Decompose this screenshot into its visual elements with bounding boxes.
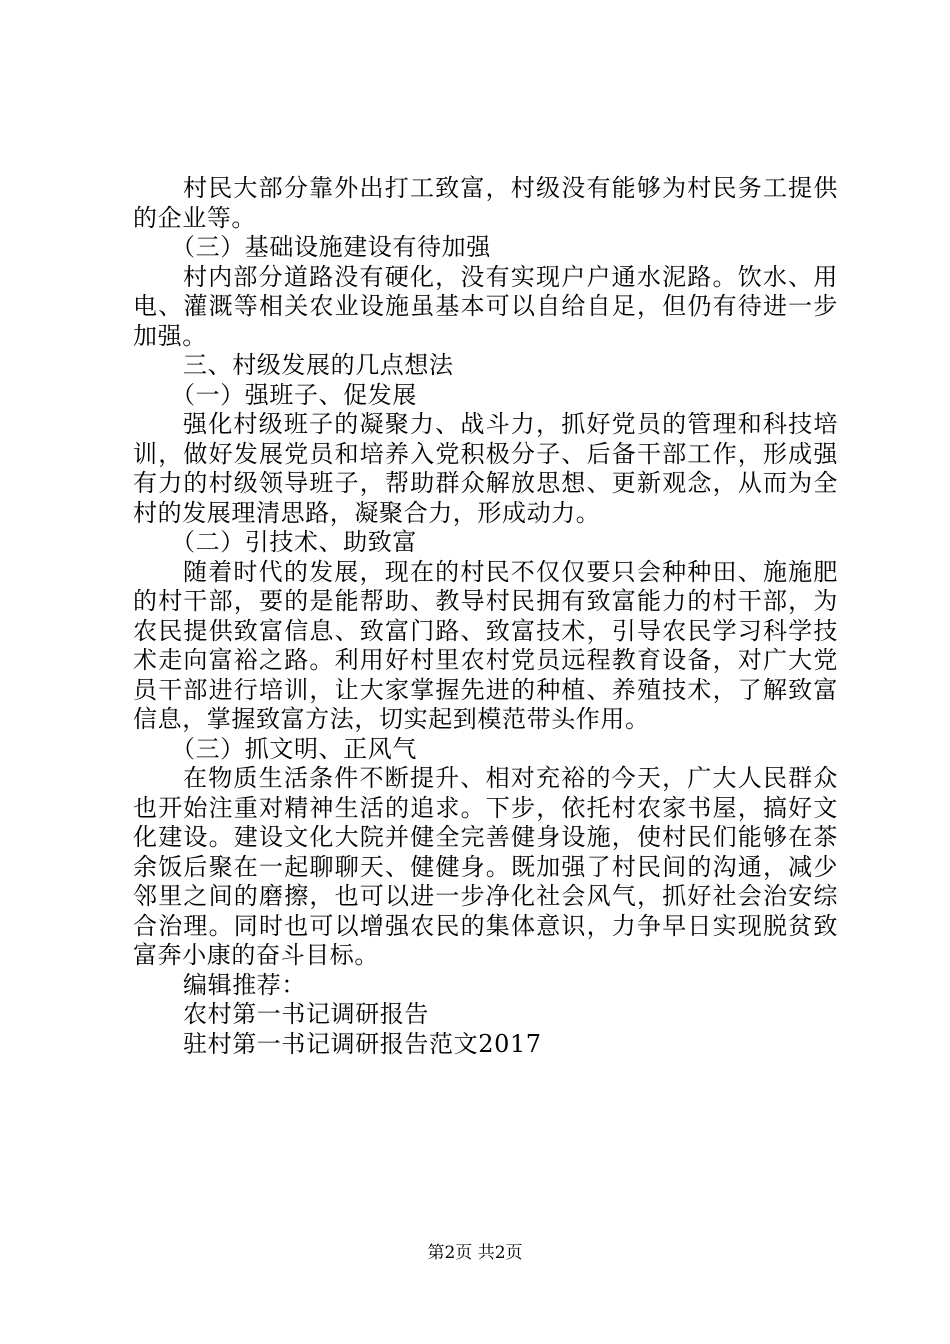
section-heading-infrastructure: （三）基础设施建设有待加强 — [171, 233, 491, 261]
paragraph-1: 村民大部分靠外出打工致富，村级没有能够为村民务工提供的企业等。 — [133, 174, 838, 232]
subheading-civilization: （三）抓文明、正风气 — [171, 734, 417, 763]
editor-recommendation-label: 编辑推荐： — [183, 970, 306, 999]
paragraph-3: 强化村级班子的凝聚力、战斗力，抓好党员的管理和科技培训，做好发展党员和培养入党积极分子、后备干部工作，形成强有力的村级领导班子，帮助群众解放思想、更新观念，从而为全村的发展理清思路，凝聚合力，形成动力。 — [133, 410, 838, 527]
section-heading-ideas: 三、村级发展的几点想法 — [183, 351, 454, 379]
recommended-link-2[interactable]: 驻村第一书记调研报告范文2017 — [183, 1029, 542, 1058]
paragraph-4: 随着时代的发展，现在的村民不仅仅要只会种种田、施施肥的村干部，要的是能帮助、教导村民拥有致富能力的村干部，为农民提供致富信息、致富门路、致富技术，引导农民学习科学技术走向富裕之路。利用好村里农村党员远程教育设备，对广大党员干部进行培训，让大家掌握先进的种植、养殖技术，了解致富信息，掌握致富方法，切实起到模范带头作用。 — [133, 557, 838, 733]
page-footer — [0, 1242, 950, 1264]
subheading-technology: （二）引技术、助致富 — [171, 528, 417, 556]
subheading-leadership: （一）强班子、促发展 — [171, 380, 417, 409]
recommended-link-1[interactable]: 农村第一书记调研报告 — [183, 1000, 429, 1028]
paragraph-2: 村内部分道路没有硬化，没有实现户户通水泥路。饮水、用电、灌溉等相关农业设施虽基本可以自给自足，但仍有待进一步加强。 — [133, 262, 838, 350]
paragraph-5: 在物质生活条件不断提升、相对充裕的今天，广大人民群众也开始注重对精神生活的追求。下步，依托村农家书屋，搞好文化建设。建设文化大院并健全完善健身设施，使村民们能够在茶余饭后聚在一起聊聊天、健健身。既加强了村民间的沟通，减少邻里之间的磨擦，也可以进一步净化社会风气，抓好社会治安综合治理。同时也可以增强农民的集体意识，力争早日实现脱贫致富奔小康的奋斗目标。 — [133, 764, 838, 969]
document-body — [133, 174, 838, 1059]
page-number: 第2页 共2页 — [427, 1243, 523, 1263]
